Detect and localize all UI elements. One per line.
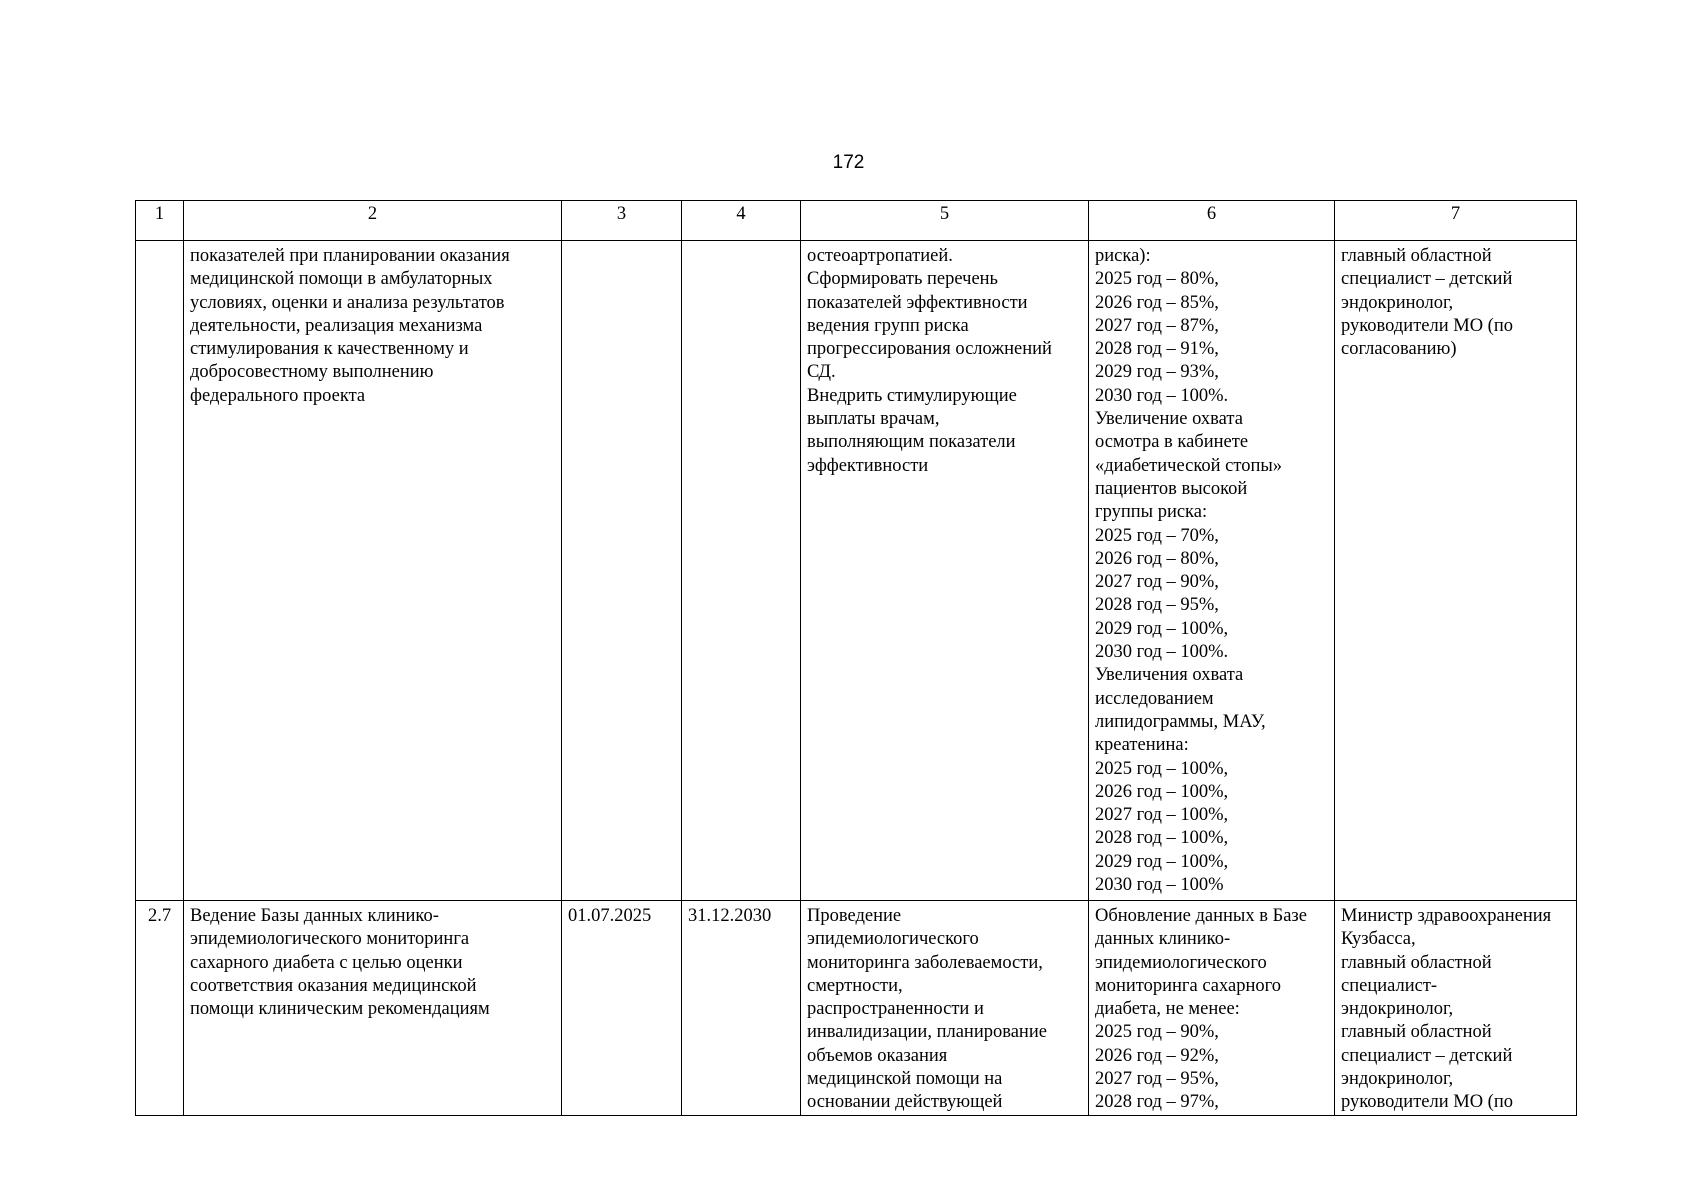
cell-text-line: креатенина:: [1095, 735, 1189, 756]
cell-text-line: 2030 год – 100%.: [1095, 385, 1229, 406]
cell-text-line: Внедрить стимулирующие: [807, 385, 1017, 406]
cell-text-line: 2027 год – 100%,: [1095, 805, 1229, 826]
cell-text-line: смертности,: [807, 975, 903, 996]
cell-text-line: 2026 год – 80%,: [1095, 548, 1219, 569]
cell-text-line: липидограммы, МАУ,: [1095, 711, 1266, 732]
cell-text-line: 2025 год – 100%,: [1095, 758, 1229, 779]
indicators-cell: [1089, 241, 1335, 901]
actions-cell: [801, 901, 1089, 1116]
cell-text-line: главный областной: [1341, 246, 1492, 266]
cell-text-line: прогрессирования осложнений: [807, 339, 1052, 360]
cell-text-line: Министр здравоохранения: [1341, 906, 1552, 926]
column-number-header: 7: [1335, 201, 1577, 241]
cell-text-line: ведения групп риска: [807, 315, 969, 336]
cell-text-line: показателей эффективности: [807, 292, 1028, 313]
column-number-header: 1: [136, 201, 184, 241]
page-number: 172: [832, 152, 865, 173]
end-date-cell: [682, 241, 801, 901]
cell-text-line: медицинской помощи в амбулаторных: [190, 269, 493, 290]
indicators-cell: [1089, 901, 1335, 1116]
cell-text-line: 2029 год – 93%,: [1095, 362, 1219, 383]
cell-text-line: эпидемиологического: [1095, 952, 1267, 973]
cell-text-line: эндокринолог,: [1341, 292, 1454, 313]
cell-text-line: Обновление данных в Базе: [1095, 906, 1307, 926]
cell-text-line: 2029 год – 100%,: [1095, 851, 1229, 872]
cell-text-line: эндокринолог,: [1341, 999, 1454, 1020]
cell-text-line: показателей при планировании оказания: [190, 246, 510, 266]
cell-text-line: 2028 год – 100%,: [1095, 828, 1229, 849]
cell-text-line: риска):: [1095, 246, 1151, 266]
column-number-header: 4: [682, 201, 801, 241]
cell-text-line: руководители МО (по: [1341, 315, 1513, 336]
cell-text-line: эндокринолог,: [1341, 1069, 1454, 1090]
cell-text-line: 2026 год – 85%,: [1095, 292, 1219, 313]
cell-text-line: исследованием: [1095, 688, 1214, 709]
cell-text-line: помощи клиническим рекомендациям: [190, 999, 490, 1020]
cell-text-line: специалист-: [1341, 975, 1438, 996]
cell-text-line: 2028 год – 91%,: [1095, 339, 1219, 360]
column-number-header: 6: [1089, 201, 1335, 241]
cell-text-line: выплаты врачам,: [807, 409, 940, 430]
cell-text-line: мониторинга сахарного: [1095, 975, 1281, 996]
cell-text-line: согласованию): [1341, 339, 1457, 360]
cell-text-line: инвалидизации, планирование: [807, 1022, 1047, 1043]
cell-text-line: условиях, оценки и анализа результатов: [190, 292, 505, 313]
cell-text-line: 2027 год – 87%,: [1095, 315, 1219, 336]
cell-text-line: медицинской помощи на: [807, 1069, 1003, 1090]
cell-text-line: 2025 год – 70%,: [1095, 525, 1219, 546]
cell-text-line: Кузбасса,: [1341, 929, 1416, 950]
cell-text-line: деятельности, реализация механизма: [190, 315, 483, 336]
cell-text-line: Увеличения охвата: [1095, 665, 1244, 686]
actions-cell: [801, 241, 1089, 901]
cell-text-line: мониторинга заболеваемости,: [807, 952, 1043, 973]
cell-text-line: диабета, не менее:: [1095, 999, 1240, 1020]
cell-text-line: эпидемиологического мониторинга: [190, 929, 470, 950]
cell-text-line: 2028 год – 95%,: [1095, 595, 1219, 616]
cell-text-line: группы риска:: [1095, 502, 1208, 523]
cell-text-line: 2028 год – 97%,: [1095, 1092, 1219, 1113]
start-date-cell: [562, 241, 682, 901]
measures-table: [135, 200, 1577, 1116]
responsible-cell: [1335, 901, 1577, 1116]
row-number-cell: [136, 241, 184, 901]
cell-text-line: Увеличение охвата: [1095, 409, 1243, 430]
cell-text-line: 2027 год – 95%,: [1095, 1069, 1219, 1090]
cell-text-line: 2030 год – 100%.: [1095, 642, 1229, 663]
cell-text-line: главный областной: [1341, 952, 1492, 973]
cell-text-line: 2026 год – 92%,: [1095, 1045, 1219, 1066]
cell-text-line: остеоартропатией.: [807, 246, 953, 266]
measure-name-cell: [184, 901, 562, 1116]
cell-text-line: стимулирования к качественному и: [190, 339, 469, 360]
cell-text-line: 2025 год – 80%,: [1095, 269, 1219, 290]
table-row: [136, 901, 1577, 1116]
cell-text-line: выполняющим показатели: [807, 432, 1016, 453]
start-date-cell: 01.07.2025: [562, 901, 682, 1116]
cell-text-line: эффективности: [807, 455, 929, 476]
table-header-row: [136, 201, 1577, 241]
cell-text-line: «диабетической стопы»: [1095, 455, 1283, 476]
column-number-header: 2: [184, 201, 562, 241]
cell-text-line: СД.: [807, 362, 836, 383]
cell-text-line: федерального проекта: [190, 385, 366, 406]
cell-text-line: 2025 год – 90%,: [1095, 1022, 1219, 1043]
cell-text-line: пациентов высокой: [1095, 478, 1248, 499]
column-number-header: 3: [562, 201, 682, 241]
cell-text-line: руководители МО (по: [1341, 1092, 1513, 1113]
cell-text-line: Ведение Базы данных клинико-: [190, 906, 439, 926]
cell-text-line: Проведение: [807, 906, 902, 926]
cell-text-line: объемов оказания: [807, 1045, 948, 1066]
end-date-cell: 31.12.2030: [682, 901, 801, 1116]
cell-text-line: Сформировать перечень: [807, 269, 998, 290]
cell-text-line: 2030 год – 100%: [1095, 875, 1224, 896]
cell-text-line: эпидемиологического: [807, 929, 979, 950]
cell-text-line: 2029 год – 100%,: [1095, 618, 1229, 639]
cell-text-line: осмотра в кабинете: [1095, 432, 1249, 453]
table-row: [136, 241, 1577, 901]
cell-text-line: распространенности и: [807, 999, 984, 1020]
cell-text-line: специалист – детский: [1341, 1045, 1513, 1066]
cell-text-line: сахарного диабета с целью оценки: [190, 952, 463, 973]
cell-text-line: 2026 год – 100%,: [1095, 781, 1229, 802]
cell-text-line: данных клинико-: [1095, 929, 1231, 950]
measure-name-cell: [184, 241, 562, 901]
cell-text-line: специалист – детский: [1341, 269, 1513, 290]
cell-text-line: основании действующей: [807, 1092, 1003, 1113]
row-number-cell: 2.7: [136, 901, 184, 1116]
cell-text-line: соответствия оказания медицинской: [190, 975, 477, 996]
cell-text-line: 2027 год – 90%,: [1095, 572, 1219, 593]
cell-text-line: добросовестному выполнению: [190, 362, 434, 383]
responsible-cell: [1335, 241, 1577, 901]
column-number-header: 5: [801, 201, 1089, 241]
cell-text-line: главный областной: [1341, 1022, 1492, 1043]
